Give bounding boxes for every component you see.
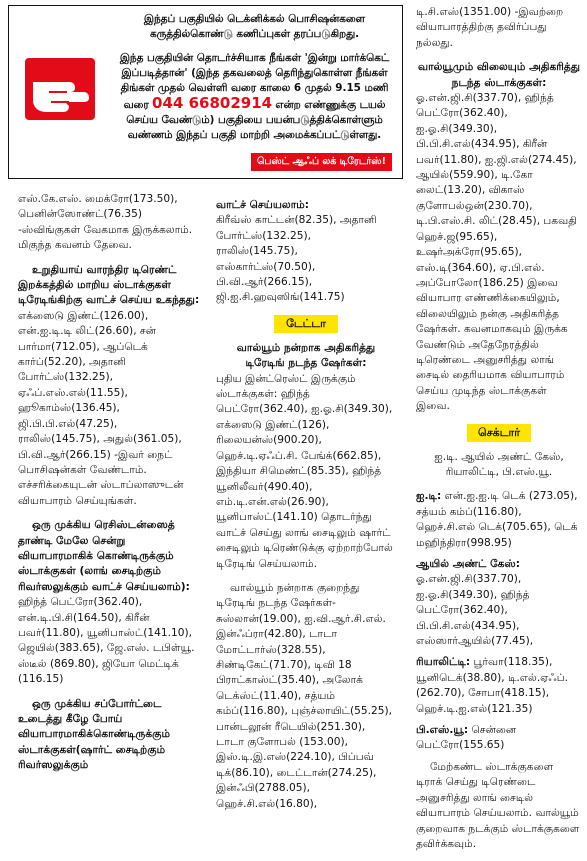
notice-line-2a: இந்த பகுதியின் தொடர்ச்சியாக நீங்கள் 'இன்று மார்க்கெட் இப்படித்தான்' (இந்த தகவலைத் தெரிந்துகொள்ள நீங்கள் திங்கள் முதல் வெள்ளி வரை காலை 6 முதல் 9.15 மணி வரை [119,52,390,111]
col2-para-2: வால்யூம் நன்றாக குறைந்து டிரேடிங் நடந்த ஷேர்கள்- சுஸ்லான்(19.00), ஐ.வி.ஆர்.சி.எல். இன்ஃப்ரா(42.80), டாடா மோட்டார்ஸ்(328.55), சிண்டிகேட்(71.70), டிவி 18 பிராட்காஸ்ட்(35.40), அலோக் டெக்ஸ்ட்(11.40), சத்யம் கம்ப்(116.80), புஞ்ச்லாயிட்(55.25), பான்டலூன் ரீடெயில்(251.30), டாடா குளோபல் (153.00), இஸ்.டி.இ.எஸ்(224.10), பிப்பவ் டிக்(86.10), டைட்டான்(274.25), இன்ஃபி(2788.05), ஹெச்.சி.எல்(16.80), [216,581,392,810]
pointing-hand-icon [25,58,95,120]
col3-para-0: டி.சி.எஸ்(1351.00) -இவற்றை வியாபாரத்திற்கு தவிர்ப்பது நல்லது. [416,6,564,49]
phone-number: 044 66802914 [152,94,273,112]
notice-line-2b: என்ற எண்ணுக்கு டயல் செய்ய வேண்டும்) பகுதியை பயன்படுத்திக்கொள்ளும் வண்ணம் இந்தப் பகுதி மாற்றி அமைக்கப்பட்டுள்ளது. [126,99,386,141]
col2-heading-1: வால்யூம் நன்றாக அதிகரித்து டிரேடிங் நடந்த ஷேர்கள்: [236,341,376,370]
col1-para-1: எக்ஸைடு இண்ட்(126.00), என்.ஐ.டி.டி லிட்(26.60), சன் பார்மா(712.05), ஆப்டெக் கார்ப்(52.20), அதானி போர்ட்ஸ்(132.25), ஏஃப்.எஸ்.எல்(11.55), ஹூகாம்ஸ்(136.45), ஜி.பி.பி.எல்(47.25), ராலிஸ்(145.75), அதுல்(361.05), பி.வி.ஆர்(266.15) -இவர் நைட் பொசிஷன்கள் வேண்டாம். எச்சரிக்கையுடன் ஸ்டாப்லாஸுடன் வியாபாரம் செய்யுங்கள். [18,309,184,507]
psu-sector-stocks: சென்னை பெட்ரோ(155.65) [416,724,517,752]
realty-sector-stocks: பூர்வா(118.35), யூனிடெக்(38.80), டி.எல்.ஏஃப். (262.70), சோபா(418.15), ஹெச்.டி.ஐ.எல்(121.35) [416,656,568,715]
data-section-tag: டேட்டா [274,315,338,333]
it-sector-stocks: என்.ஐ.ஐ.டி டெக் (273.05), சத்யம் கம்ப்(116.80), ஹெச்.சி.எல் டெக்(705.65), டெக் மஹிந்திரா(998.95) [416,490,578,549]
realty-sector-heading: ரியாலிட்டி: [416,656,471,669]
notice-box [8,5,403,179]
col3-heading-1: வால்யூமும் விலையும் அதிகரித்து நடந்த ஸ்டாக்குகள்: [417,61,581,89]
col1-para-0: எஸ்.கே.எஸ். மைக்ரோ(173.50), பெனின்ஸோண்ட்(76.35) -ஸ்விங்குகள் வேகமாக இருக்கலாம். மிகுந்த கவனம் தேவை. [18,193,193,252]
col2-para-0: கிரீவ்ஸ் காட்டன்(82.35), அதானி போர்ட்ஸ்(132.25), ராலிஸ்(145.75), எஸ்கார்ட்ஸ்(70.50), பி.வி.ஆர்(266.15), ஜி.ஐ.சி.ஹவுஸிங்(141.75) [216,214,377,304]
col1-para-2: ஹிந்த் பெட்ரோ(362.40), என்.டி.பி.சி(164.50), கிரீன் பவர்(11.80), யூனிபாஸ்ட்(141.10), ஜெயில்(383.65), ஜே.எஸ். டபிள்யூ. ஸ்டீல் (869.80), ஜியோ மெட்டிக் (116.15) [18,596,195,686]
col1-heading-2: ஒரு முக்கிய ரெசிஸ்டன்ஸைத் தாண்டி மேலே சென்று வியாபாரமாகிக் கொண்டிருக்கும் ஸ்டாக்குகள் (லாங் சைடிற்கும் ரிவர்ஸலுக்கும் வாட்ச் செய்யலாம்): [18,519,190,593]
column-2 [216,192,396,821]
col2-para-1: புதிய இன்ட்ரெஸ்ட் இருக்கும் ஸ்டாக்குகள்: ஹிந்த் பெட்ரோ(362.40), ஐ.ஓ.சி(349.30), எக்ஸைடு இண்ட்(126), ரிலையன்ஸ்(900.20), ஹெச்.டி.ஏஃப்.சி. பேங்க்(662.85), இந்தியா சிமெண்ட்(85.35), ஹிந்த் யூனிலீவர்(490.40), எம்.டி.என்.எல்(26.90), யூனிபாஸ்ட்(141.10) தொடர்ந்து வாட்ச் செய்து லாங் சைடிலும் ஷார்ட் சைடிலும் டிரெண்டுக்கு ஏற்றாற்போல் டிரேடிங் செய்யலாம். [216,372,393,570]
col3-para-1: ஓ.என்.ஜி.சி(337.70), ஹிந்த் பெட்ரோ(362.40), ஐ.ஓ.சி(349.30), பி.பி.சி.எல்(434.95), கிரீன் பவர்(11.80), ஐ.ஜி.எல்(274.45), ஆயில்(559.90), டி.கோ லைட்(13.20), விகாஸ் குளோபல்ஒன்(230.70), டி.பி.எஸ்.சி. லிட்(28.45), பகவதி ஹெச்.ஜ(95.65), உஷர்அக்ரோ(95.65), எஸ்.டி(364.60), ஏ.பி.எல். அப்போலோ(186.25) இவை வியாபார எண்ணிக்கையிலும், விலையிலும் நன்கு அதிகரித்த ஷேர்கள். கவனமாகவும் இருக்க வேண்டும் அதேநேரத்தில் டிரெண்டை அனுசரித்து லாங் சைடில் தைரியமாக வியாபாரம் செய்ய முடிந்த ஸ்டாக்குகள் இவை. [416,92,577,413]
it-sector-heading: ஐ.டி: [416,490,442,503]
col1-heading-1: உறுதியாய் வாரந்திர டிரெண்ட் இறக்கத்தில் மாறிய ஸ்டாக்குகள் டிரேடிங்கிற்கு வாட்ச் செய்ய உகந்தது: [18,263,200,307]
column-3 [416,5,582,861]
oil-gas-sector-heading: ஆயில் அண்ட் கேஸ்: [416,558,521,570]
col3-para-7: மேற்கண்ட ஸ்டாக்குகளை டிராக் செய்து டிரெண்டை அனுசரித்து லாங் சைடில் வியாபாரம் செய்யலாம். வால்யூம் குறைவாக நடக்கும் ஸ்டாக்குகளை தவிர்க்கவும். [416,760,580,850]
notice-line-1: இந்தப் பகுதியில் டெக்னிக்கல் பொசிஷன்களை கருத்தில்கொண்டு கணிப்புகள் தரப்படுகிறது. [143,13,366,40]
sector-section-tag: செக்டார் [467,424,531,442]
col3-para-2: ஐ.டி. ஆயில் அண்ட் கேஸ், ரியாலிட்டி, பி.எஸ்.யூ. [434,450,564,478]
column-1 [18,192,201,783]
col2-heading-0: வாட்ச் செய்யலாம்: [216,199,310,211]
col1-heading-3: ஒரு முக்கிய சப்போர்ட்டை உடைத்து கீழே போய் வியாபாரமாகிக்கொண்டிருக்கும் ஸ்டாக்குகள்(ஷார்ட் சைடிற்கும் ரிவர்ஸலுக்கும் [18,697,171,772]
oil-gas-sector-stocks: ஓ.என்.ஜி.சி(337.70), ஐ.ஓ.சி(349.30), ஹிந்த் பெட்ரோ(362.40), பி.பி.சி.எல்(434.95), எஸ்ஸார்ஆயில்(77.45), [416,573,534,648]
best-of-luck-tag: பெஸ்ட் ஆஃப் லக் டிரேடர்ஸ்! [251,153,392,171]
psu-sector-heading: பி.எஸ்.யூ: [416,724,469,737]
